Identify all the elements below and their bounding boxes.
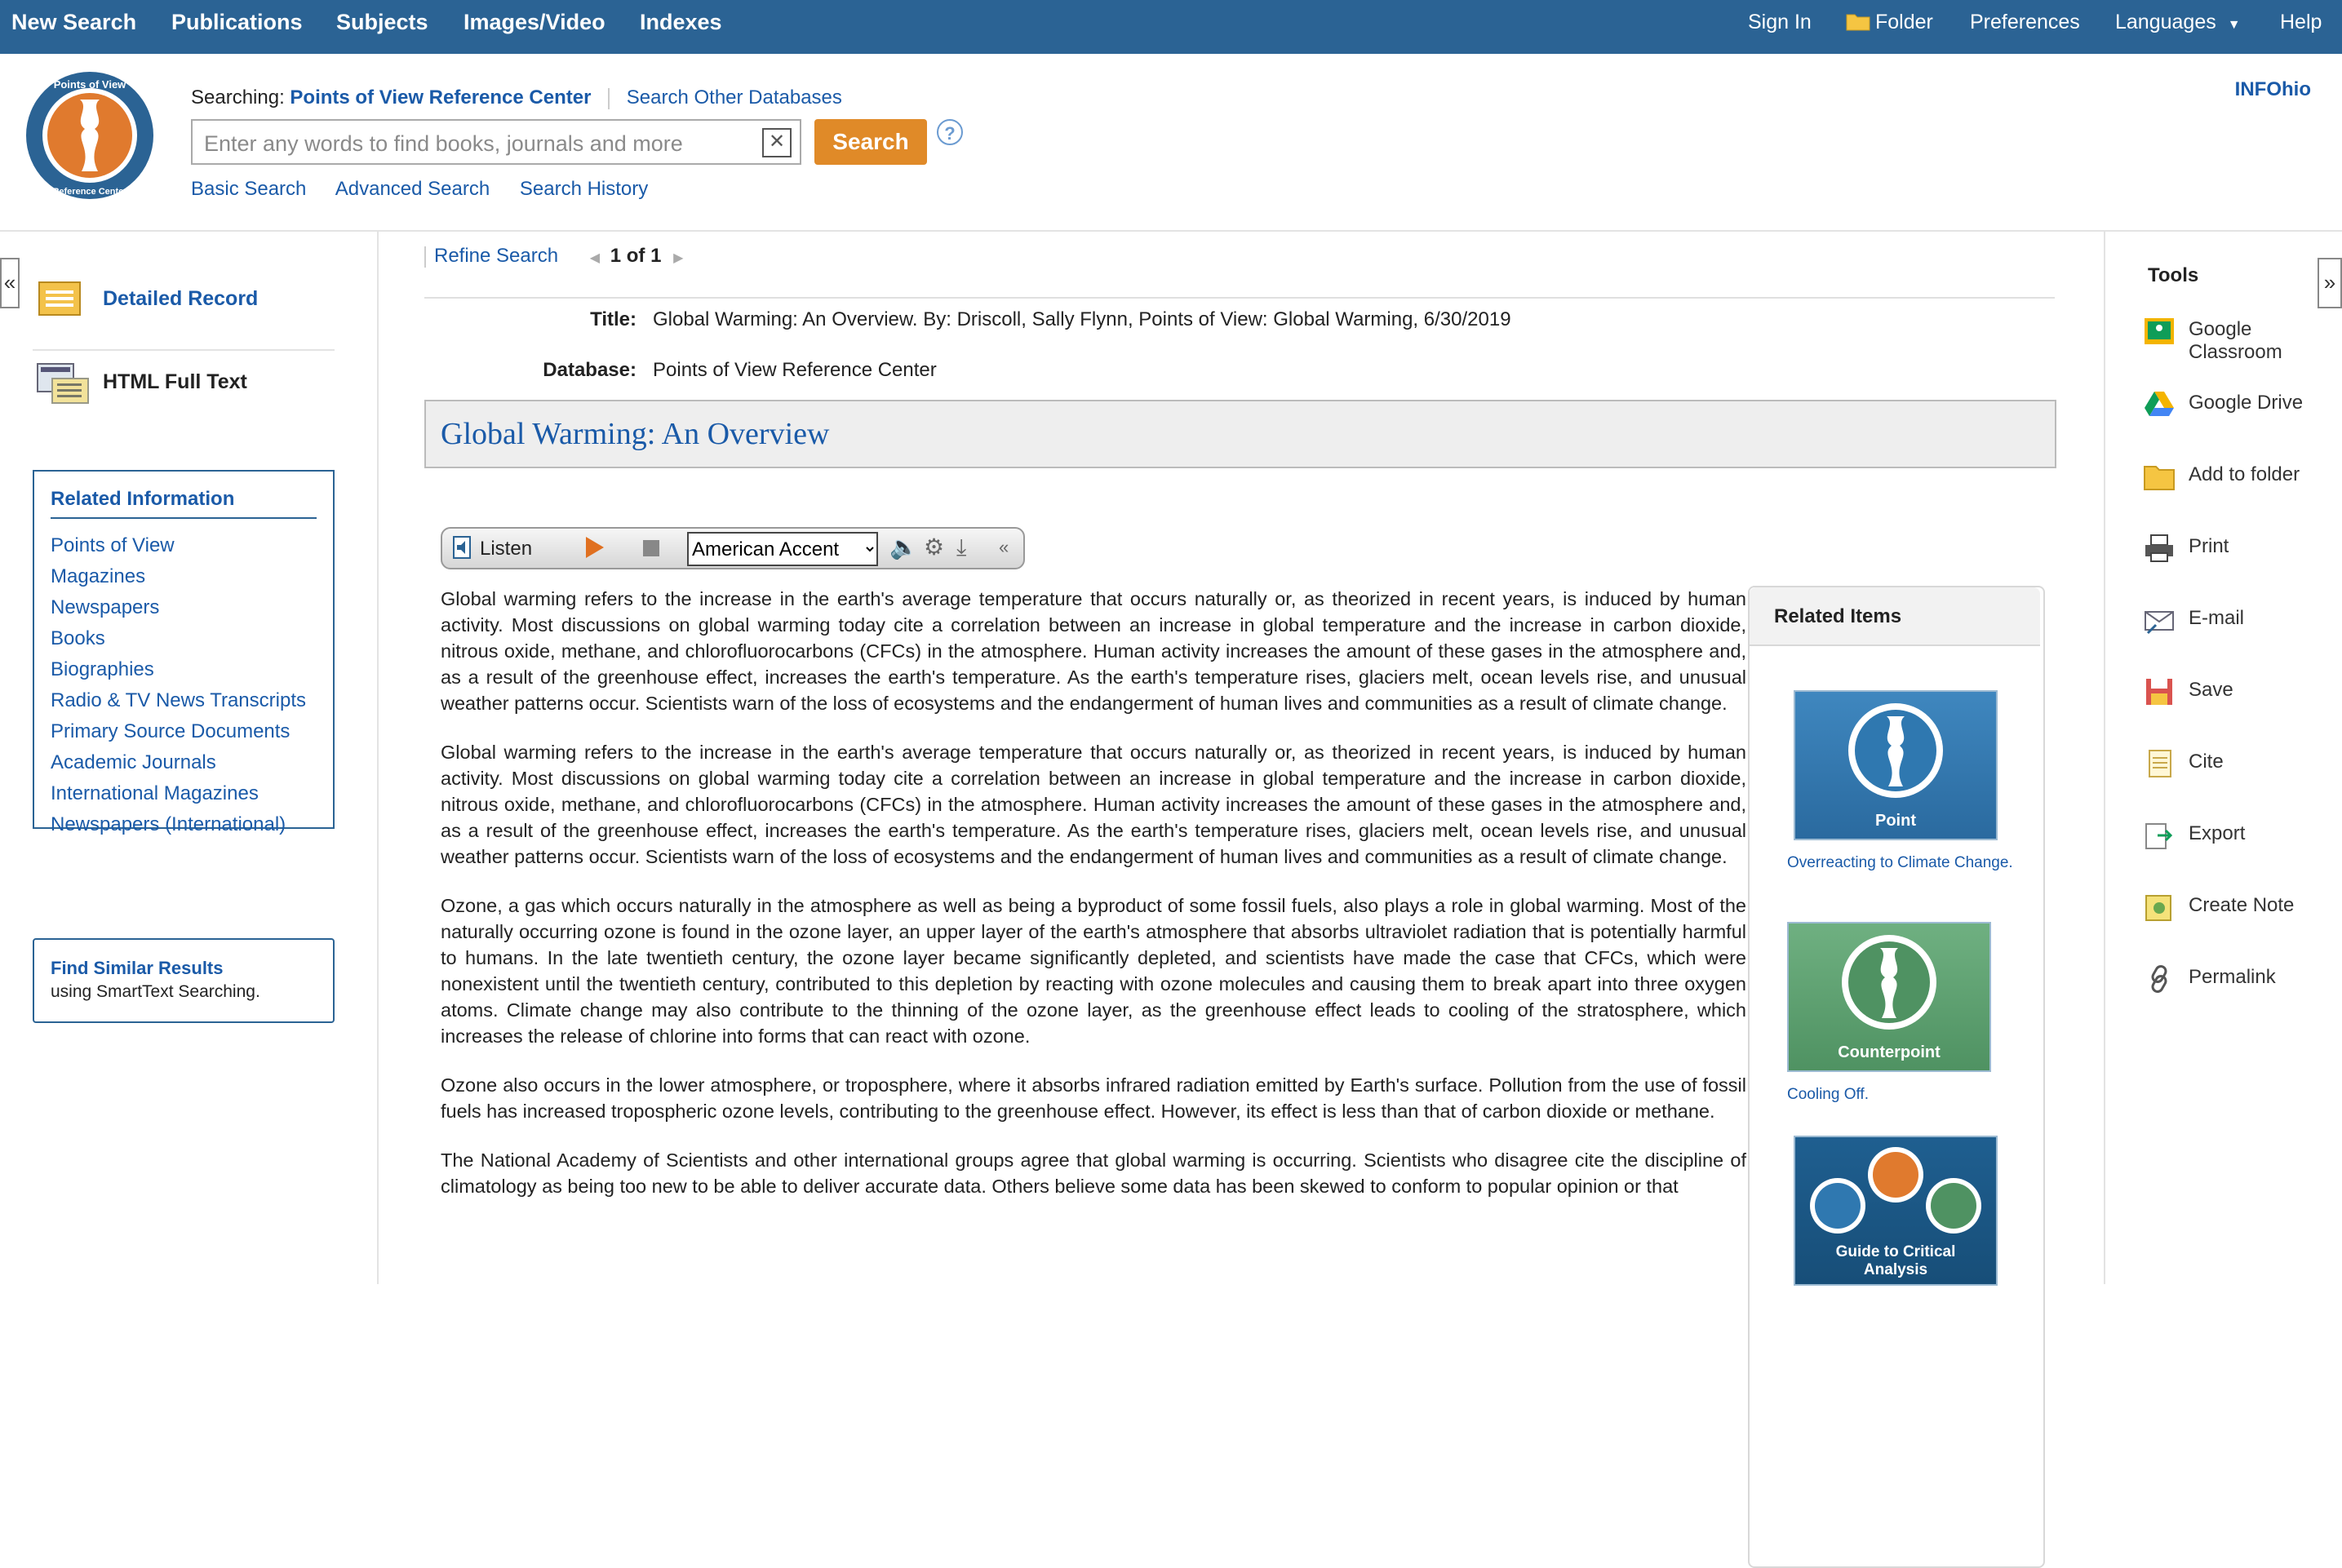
export-icon	[2143, 819, 2176, 852]
related-link[interactable]: Radio & TV News Transcripts	[51, 689, 306, 711]
tools-sidebar	[2104, 232, 2342, 1284]
related-link[interactable]: Books	[51, 627, 105, 649]
current-database-link[interactable]: Points of View Reference Center	[290, 86, 592, 109]
nav-languages[interactable]	[2115, 8, 2241, 39]
related-link[interactable]: Points of View	[51, 534, 175, 556]
counterpoint-label: Counterpoint	[1838, 1043, 1941, 1061]
article-paragraph: Ozone, a gas which occurs naturally in the atmosphere as well as being a byproduct of some fossil fuels, also plays a role in global warming. Most of the naturally occurring ozone is found in the ozone layer, an upper layer of the earth's atmosphere that absorbs ultraviolet radiation that is potentially harmful to humans. In the late twentieth century, the ozone layer became significantly depleted, and scientists have made the case that CFCs, which were nonexistent until the twentieth century, contributed to this depletion by reacting with ozone molecules and causing them to break apart into three oxygen atoms. Climate change may also contribute to the thinning of the ozone layer, as the greenhouse effect leads to cooling of the stratosphere, which increases the release of chlorine into forms that can react with ozone.	[441, 895, 1746, 1047]
search-other-databases-link[interactable]: Search Other Databases	[626, 86, 842, 109]
prev-record-icon[interactable]: ◀	[589, 251, 601, 265]
tools-title: Tools	[2148, 264, 2199, 286]
find-similar-title: Find Similar Results	[51, 958, 224, 978]
html-full-text-icon	[36, 361, 93, 406]
title-label: Title:	[590, 308, 637, 330]
tool-label: Google Classroom	[2189, 318, 2282, 363]
tool-label: Save	[2189, 679, 2233, 701]
related-link[interactable]: Biographies	[51, 658, 154, 680]
cite-icon	[2143, 747, 2176, 780]
nav-subjects[interactable]: Subjects	[336, 10, 428, 34]
volume-icon[interactable]: 🔈	[889, 534, 918, 560]
collapse-left-button[interactable]: «	[0, 258, 20, 308]
database-value: Points of View Reference Center	[653, 359, 937, 381]
save-icon	[2143, 675, 2176, 708]
find-similar-results-panel[interactable]	[33, 938, 335, 1023]
svg-text:Reference Center: Reference Center	[52, 187, 127, 197]
top-navigation-bar	[0, 0, 2342, 54]
point-thumbnail[interactable]	[1794, 690, 1998, 840]
detailed-record-icon	[36, 277, 85, 318]
detailed-record-label: Detailed Record	[103, 287, 259, 310]
search-header	[0, 54, 2342, 232]
database-label: Database:	[543, 359, 637, 381]
article-paragraph: Global warming refers to the increase in the earth's average temperature that occurs naturally or, as theorized in recent years, is induced by human activity. Most discussions on global warming today cite a correlation between an increase in global temperature and the increase in carbon dioxide, nitrous oxide, methane, and chlorofluorocarbons (CFCs) in the atmosphere. Human activity increases the amount of these gases in the atmosphere and, as a result of the greenhouse effect, increases the earth's temperature. As the earth's temperature rises, glaciers melt, ocean levels rise, and unusual weather patterns occur. Scientists warn of the loss of ecosystems and the endangerment of human lives and communities as a result of climate change.	[441, 742, 1746, 867]
tool-label: Add to folder	[2189, 463, 2300, 485]
related-items-title: Related Items	[1774, 605, 1902, 627]
folder-icon	[1846, 11, 1870, 31]
google-classroom-icon	[2143, 315, 2176, 348]
nav-preferences[interactable]: Preferences	[1970, 11, 2080, 33]
pager-text: 1 of 1	[610, 245, 662, 267]
nav-new-search[interactable]: New Search	[11, 10, 137, 34]
article-title-box	[424, 400, 2056, 468]
critical-analysis-thumbnail[interactable]	[1794, 1136, 1998, 1286]
counterpoint-thumbnail[interactable]	[1787, 922, 1991, 1072]
gear-icon[interactable]: ⚙	[924, 534, 945, 560]
related-link[interactable]: International Magazines	[51, 782, 259, 804]
tool-label: Create Note	[2189, 894, 2295, 916]
point-label: Point	[1875, 812, 1916, 830]
related-information-title: Related Information	[51, 488, 235, 510]
next-record-icon[interactable]: ▶	[673, 251, 684, 265]
link-icon	[2143, 963, 2176, 995]
related-link[interactable]: Primary Source Documents	[51, 720, 291, 742]
points-of-view-logo	[24, 70, 155, 201]
svg-text:Points of View: Points of View	[53, 78, 126, 91]
searching-line	[191, 86, 842, 109]
searching-label: Searching:	[191, 86, 285, 109]
folder-icon	[2143, 460, 2176, 493]
listen-toolbar	[441, 527, 1025, 569]
nav-sign-in[interactable]: Sign In	[1748, 11, 1812, 33]
nav-images-video[interactable]: Images/Video	[464, 10, 605, 34]
counterpoint-face-icon	[1789, 924, 1989, 1038]
search-history-link[interactable]: Search History	[519, 178, 649, 200]
article-paragraph: The National Academy of Scientists and other international groups agree that global warming is occurring. Scientists who disagree cite the discipline of climatology as being too new to be able to deliver accurate data. Others believe some data has been skewed to conform to popular opinion or that	[441, 1149, 1746, 1197]
collapse-toolbar-icon[interactable]: «	[999, 537, 1009, 557]
accent-select[interactable]	[687, 532, 878, 566]
related-link[interactable]: Newspapers	[51, 596, 160, 618]
stop-icon[interactable]	[643, 540, 659, 556]
search-mode-links	[191, 178, 672, 201]
left-sidebar	[0, 232, 379, 1284]
tool-label: Cite	[2189, 751, 2224, 773]
nav-folder[interactable]	[1846, 8, 1933, 36]
nav-publications[interactable]: Publications	[171, 10, 303, 34]
chevron-down-icon: ▼	[2227, 18, 2241, 32]
tool-label: Print	[2189, 535, 2229, 557]
advanced-search-link[interactable]: Advanced Search	[335, 178, 490, 200]
html-full-text-label: HTML Full Text	[103, 370, 247, 393]
tool-label: Google Drive	[2189, 392, 2304, 414]
collapse-right-button[interactable]: »	[2318, 258, 2342, 308]
refine-bar	[424, 245, 683, 268]
nav-languages-label: Languages	[2115, 11, 2216, 33]
tool-label: Export	[2189, 822, 2246, 844]
nav-indexes[interactable]: Indexes	[640, 10, 722, 34]
nav-help[interactable]: Help	[2280, 11, 2322, 33]
find-similar-subtitle: using SmartText Searching.	[51, 982, 260, 1001]
related-link[interactable]: Newspapers (International)	[51, 813, 286, 835]
critical-analysis-label: Guide to Critical Analysis	[1835, 1243, 1956, 1278]
refine-search-link[interactable]: Refine Search	[434, 245, 559, 267]
listen-label: Listen	[480, 538, 533, 560]
related-link[interactable]: Magazines	[51, 565, 146, 587]
point-caption-link[interactable]: Overreacting to Climate Change.	[1787, 854, 2013, 871]
nav-folder-label: Folder	[1875, 11, 1933, 33]
search-input[interactable]	[202, 127, 744, 160]
tool-label: E-mail	[2189, 607, 2245, 629]
email-icon	[2143, 604, 2176, 636]
help-icon[interactable]: ?	[937, 119, 963, 145]
search-box	[191, 119, 801, 165]
related-link[interactable]: Academic Journals	[51, 751, 216, 773]
article-paragraph: Global warming refers to the increase in the earth's average temperature that occurs naturally or, as theorized in recent years, is induced by human activity. Most discussions on global warming today cite a correlation between an increase in global temperature and the increase in carbon dioxide, nitrous oxide, methane, and chlorofluorocarbons (CFCs) in the atmosphere. Human activity increases the amount of these gases in the atmosphere and, as a result of the greenhouse effect, increases the earth's temperature. As the earth's temperature rises, glaciers melt, ocean levels rise, and unusual weather patterns occur. Scientists warn of the loss of ecosystems and the endangerment of human lives and communities as a result of climate change.	[441, 588, 1746, 714]
tool-label: Permalink	[2189, 966, 2276, 988]
listen-button[interactable]	[450, 535, 532, 560]
article-body	[441, 586, 1746, 1222]
title-value: Global Warming: An Overview. By: Driscoll, Sally Flynn, Points of View: Global Warming, 6/30/2019	[653, 308, 1511, 330]
play-icon[interactable]	[586, 537, 604, 558]
download-icon[interactable]: ⤓	[956, 534, 967, 560]
related-items-panel	[1748, 586, 2045, 1568]
infohio-link[interactable]: INFOhio	[2234, 78, 2311, 100]
critical-analysis-icon	[1795, 1137, 1996, 1235]
clear-search-icon[interactable]: ✕	[762, 128, 792, 157]
search-button[interactable]: Search	[814, 119, 927, 165]
related-information-list	[51, 530, 306, 840]
google-drive-icon	[2143, 388, 2176, 421]
related-information-panel	[33, 470, 335, 835]
counterpoint-caption-link[interactable]: Cooling Off.	[1787, 1086, 1869, 1103]
point-face-icon	[1795, 692, 1996, 806]
related-items-header	[1750, 587, 2040, 646]
printer-icon	[2143, 532, 2176, 565]
article-title: Global Warming: An Overview	[441, 417, 830, 451]
note-icon	[2143, 891, 2176, 924]
article-paragraph: Ozone also occurs in the lower atmosphere, or troposphere, where it absorbs infrared radiation emitted by Earth's surface. Pollution from the use of fossil fuels has increased tropospheric ozone levels, contributing to the greenhouse effect. However, its effect is less than that of carbon dioxide or methane.	[441, 1074, 1746, 1122]
speaker-doc-icon	[450, 535, 475, 560]
basic-search-link[interactable]: Basic Search	[191, 178, 307, 200]
